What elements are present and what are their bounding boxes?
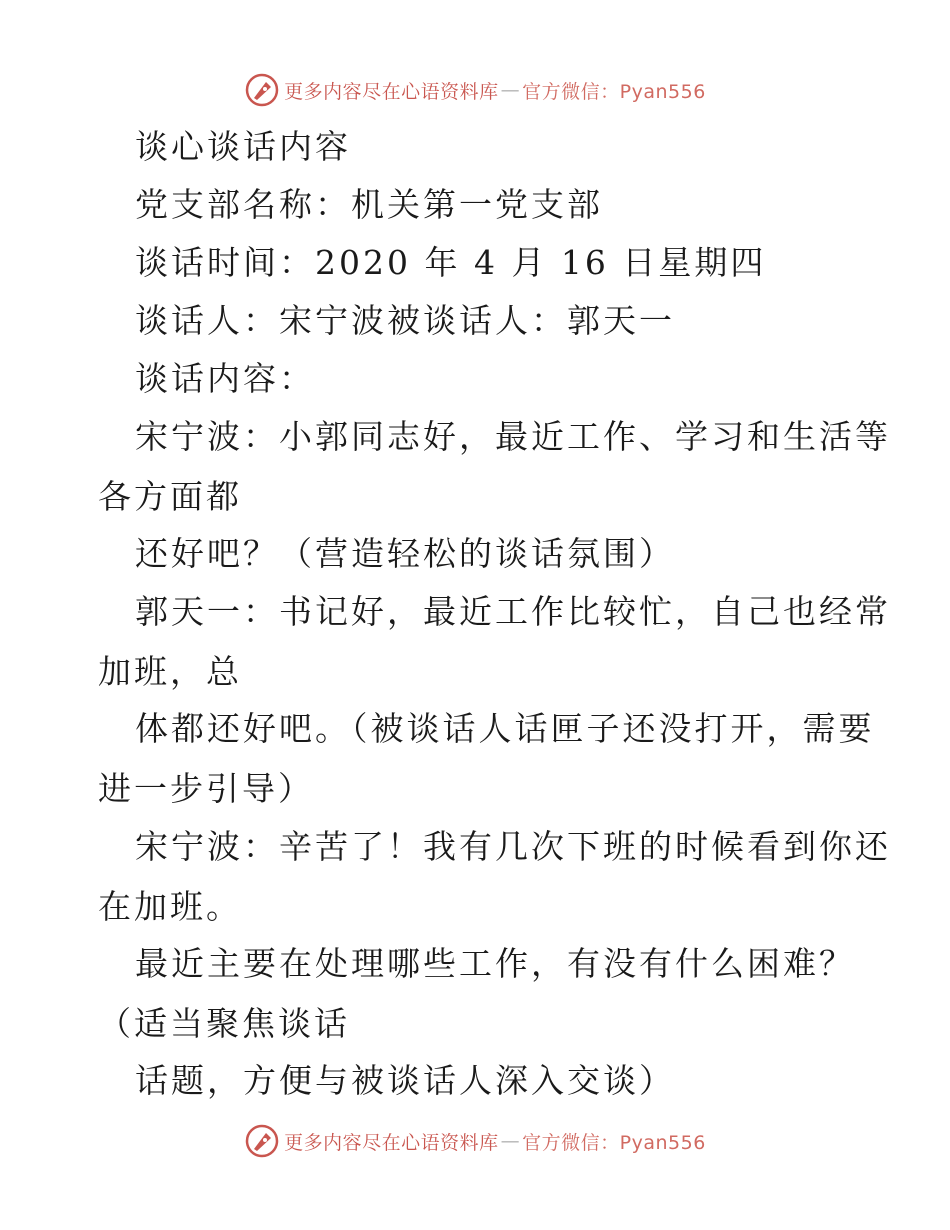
banner-wechat-text: 官方微信：Pyan556 [522,80,706,103]
doc-line: 加班，总 [98,652,242,691]
doc-line: 各方面都 [98,477,242,516]
doc-line: 在加班。 [98,887,242,926]
doc-line: 还好吧？（营造轻松的谈话氛围） [135,534,675,573]
banner-separator: — [500,1130,521,1152]
doc-line: 最近主要在处理哪些工作，有没有什么困难？ [135,944,855,983]
doc-title: 谈心谈话内容 [135,127,351,166]
doc-line: 进一步引导） [98,769,314,808]
doc-line: 话题，方便与被谈话人深入交谈） [135,1061,675,1100]
header-watermark-banner [0,70,950,110]
footer-watermark-banner [0,1121,950,1161]
doc-line: 郭天一：书记好，最近工作比较忙，自己也经常 [135,592,891,631]
pen-nib-circle-icon [244,1123,280,1159]
pen-nib-circle-icon [244,72,280,108]
doc-line: （适当聚焦谈话 [98,1004,350,1043]
doc-line: 宋宁波：辛苦了！我有几次下班的时候看到你还 [135,827,891,866]
doc-line-participants: 谈话人：宋宁波被谈话人：郭天一 [135,301,675,340]
banner-wechat-text: 官方微信：Pyan556 [522,1131,706,1154]
doc-line-content-heading: 谈话内容： [135,359,315,398]
doc-line-branch: 党支部名称：机关第一党支部 [135,185,603,224]
banner-brand-text: 更多内容尽在心语资料库 [284,1131,499,1154]
doc-line: 宋宁波：小郭同志好，最近工作、学习和生活等 [135,417,891,456]
doc-line-time: 谈话时间：2020 年 4 月 16 日星期四 [135,243,767,282]
doc-line: 体都还好吧。（被谈话人话匣子还没打开，需要 [135,709,875,748]
banner-brand-text: 更多内容尽在心语资料库 [284,80,499,103]
banner-separator: — [500,79,521,101]
